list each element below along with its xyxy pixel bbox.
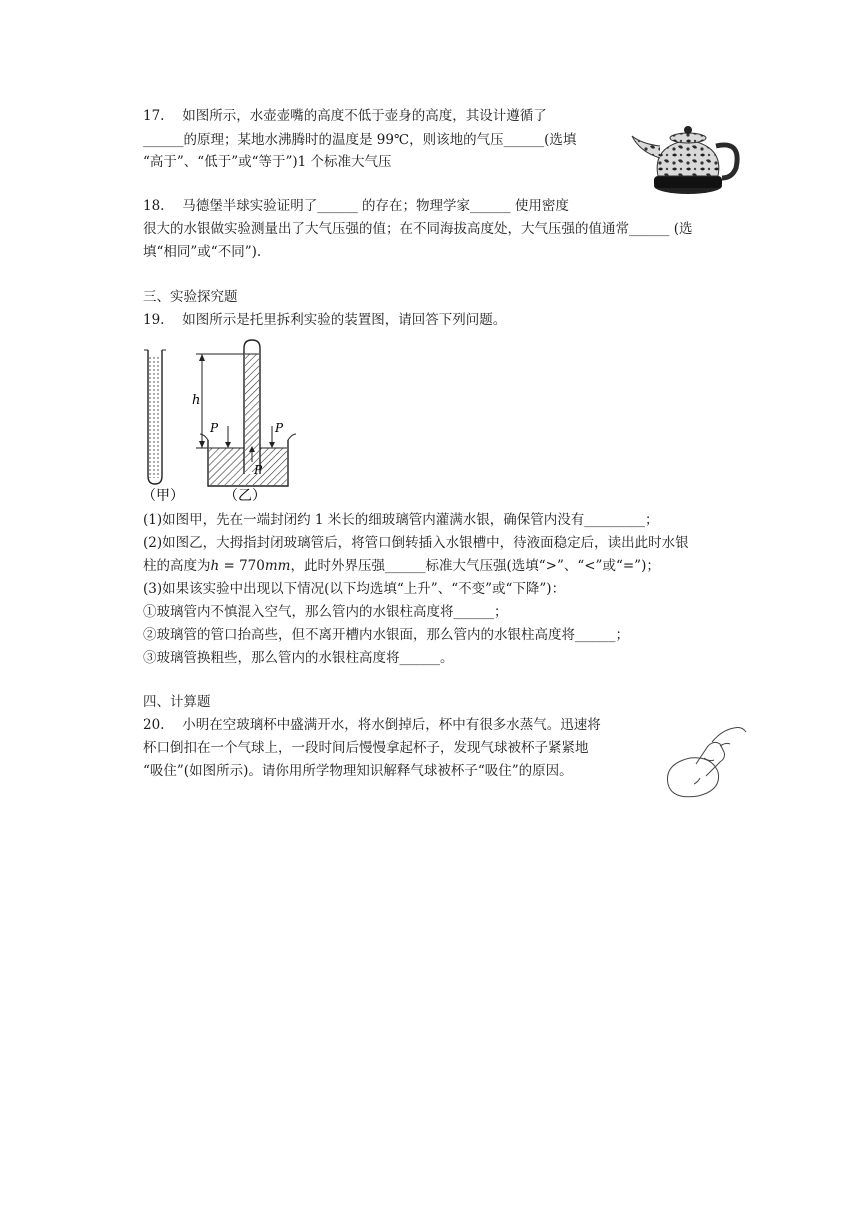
q19-part-2b: 柱的高度为ℎ = 770𝑚𝑚，此时外界压强______标准大气压强(选填“>”、“<”或“=”)； (143, 558, 660, 574)
q18-line-2: 很大的水银做实验测量出了大气压强的值；在不同海拔高度处，大气压强的值通常______ (选 (143, 221, 693, 237)
balloon-cup-image (660, 718, 750, 804)
teapot-image (628, 110, 746, 198)
q19-part-3: (3)如果该实验中出现以下情况(以下均选填“上升”、“不变”或“下降”)： (143, 581, 566, 597)
q19-sub-1: ①玻璃管内不慎混入空气，那么管内的水银柱高度将______； (143, 604, 508, 620)
q18-line-3: 填“相同”或“不同”). (143, 244, 262, 260)
section-4-title: 四、计算题 (143, 694, 211, 710)
label-p-bottom: P (254, 463, 263, 477)
section-3-title: 三、实验探究题 (143, 289, 238, 305)
q17-line-1: 17. 如图所示，水壶壶嘴的高度不低于壶身的高度，其设计遵循了 (143, 108, 547, 124)
q19-part-2a: (2)如图乙，大拇指封闭玻璃管后，将管口倒转插入水银槽中，待液面稳定后，读出此时水银 (143, 535, 689, 551)
q19-part-1: (1)如图甲，先在一端封闭约 1 米长的细玻璃管内灌满水银，确保管内没有_________； (143, 512, 659, 528)
q20-line-1: 20. 小明在空玻璃杯中盛满开水，将水倒掉后，杯中有很多水蒸气。迅速将 (143, 717, 601, 733)
q20-line-2: 杯口倒扣在一个气球上，一段时间后慢慢拿起杯子，发现气球被杯子紧紧地 (143, 740, 589, 756)
label-yi: （乙） (224, 488, 266, 504)
torricelli-diagram (140, 336, 300, 506)
q18-line-1: 18. 马德堡半球实验证明了______ 的存在；物理学家______ 使用密度 (143, 198, 569, 214)
q19-sub-3: ③玻璃管换粗些，那么管内的水银柱高度将______。 (143, 650, 454, 666)
tube-yi (196, 340, 296, 486)
q17-line-3: “高于”、“低于”或“等于”)1 个标准大气压 (143, 154, 392, 170)
label-p-left: P (210, 421, 219, 435)
q19-intro: 19. 如图所示是托里拆利实验的装置图，请回答下列问题。 (143, 312, 507, 328)
q20-line-3: “吸住”(如图所示)。请你用所学物理知识解释气球被杯子“吸住”的原因。 (143, 763, 573, 779)
tube-jia (144, 350, 166, 484)
q17-line-2: ______的原理；某地水沸腾时的温度是 99℃，则该地的气压______(选填 (143, 132, 577, 148)
label-jia: （甲） (142, 488, 184, 504)
q19-sub-2: ②玻璃管的管口抬高些，但不离开槽内水银面，那么管内的水银柱高度将______； (143, 627, 629, 643)
label-p-right: P (275, 421, 284, 435)
label-h: h (192, 393, 201, 408)
